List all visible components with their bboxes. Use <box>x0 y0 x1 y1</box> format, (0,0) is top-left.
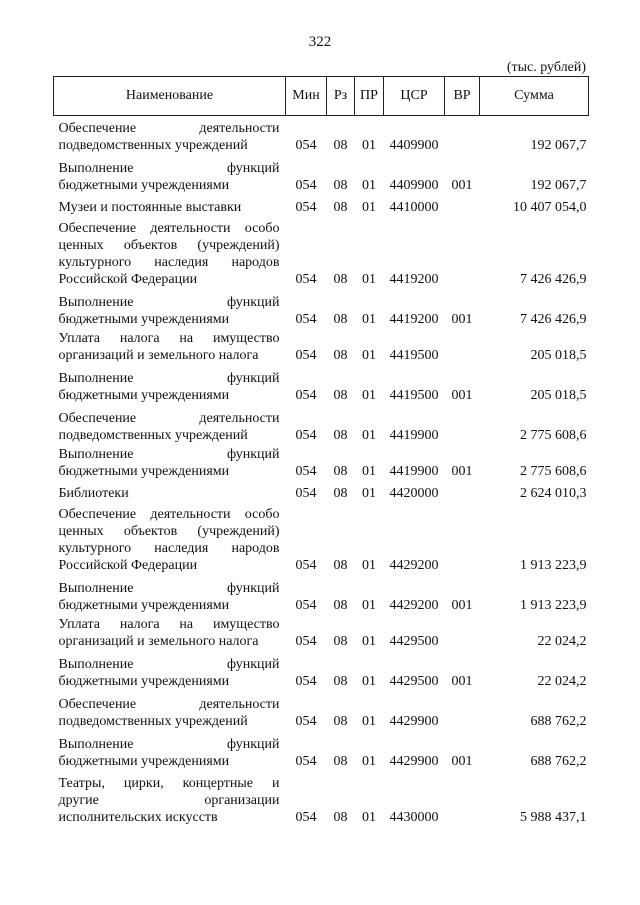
cell-csr: 4419900 <box>389 428 439 443</box>
cell-rz: 08 <box>333 558 348 573</box>
cell-vr <box>445 690 480 730</box>
cell-sum: 688 762,2 <box>530 754 587 769</box>
table-row <box>54 502 589 574</box>
cell-rz: 08 <box>333 674 348 689</box>
cell-csr: 4429500 <box>389 674 439 689</box>
cell-rz: 08 <box>333 754 348 769</box>
cell-pr: 01 <box>362 428 376 443</box>
cell-csr: 4419900 <box>389 464 439 479</box>
cell-pr: 01 <box>362 486 376 501</box>
cell-pr: 01 <box>362 714 376 729</box>
cell-min: 054 <box>295 312 317 327</box>
table-row <box>54 574 589 614</box>
table-row <box>54 404 589 444</box>
cell-vr <box>445 216 480 288</box>
cell-sum: 1 913 223,9 <box>520 558 587 573</box>
cell-csr: 4419500 <box>389 348 439 363</box>
row-name: Уплата налога на имущество организаций и земельного налога <box>58 331 280 363</box>
cell-sum: 2 775 608,6 <box>520 428 587 443</box>
cell-pr: 01 <box>362 312 376 327</box>
cell-csr: 4419200 <box>389 272 439 287</box>
cell-min: 054 <box>295 178 317 193</box>
row-name: Музеи и постоянные выставки <box>58 200 242 215</box>
row-name: Обеспечение деятельности подведомственных учреждений <box>58 697 280 729</box>
cell-sum: 22 024,2 <box>537 634 587 649</box>
row-name: Выполнение функций бюджетными учреждениями <box>58 737 280 769</box>
cell-csr: 4429900 <box>389 754 439 769</box>
header-rz: Рз <box>327 77 355 116</box>
cell-pr: 01 <box>362 348 376 363</box>
cell-rz: 08 <box>333 464 348 479</box>
row-name: Театры, цирки, концертные и другие организации исполнительских искусств <box>58 776 280 825</box>
cell-min: 054 <box>295 558 317 573</box>
cell-pr: 01 <box>362 200 376 215</box>
cell-sum: 1 913 223,9 <box>520 598 587 613</box>
row-name: Выполнение функций бюджетными учреждениями <box>58 161 280 193</box>
cell-csr: 4429500 <box>389 634 439 649</box>
header-pr: ПР <box>355 77 384 116</box>
cell-csr: 4409900 <box>389 178 439 193</box>
cell-sum: 205 018,5 <box>530 388 587 403</box>
cell-vr <box>445 502 480 574</box>
page-number: 322 <box>308 34 332 50</box>
table-row <box>54 364 589 404</box>
row-name: Библиотеки <box>58 486 129 501</box>
cell-sum: 7 426 426,9 <box>520 272 587 287</box>
cell-min: 054 <box>295 200 317 215</box>
table-row <box>54 116 589 155</box>
cell-rz: 08 <box>333 138 348 153</box>
row-name: Обеспечение деятельности подведомственных учреждений <box>58 121 280 153</box>
cell-sum: 5 988 437,1 <box>520 810 587 825</box>
cell-sum: 2 624 010,3 <box>520 486 587 501</box>
cell-csr: 4419500 <box>389 388 439 403</box>
cell-vr: 001 <box>451 598 473 613</box>
table-row <box>54 216 589 288</box>
table-row <box>54 480 589 502</box>
cell-csr: 4410000 <box>389 200 439 215</box>
table-row <box>54 690 589 730</box>
cell-pr: 01 <box>362 178 376 193</box>
table-row <box>54 194 589 216</box>
cell-rz: 08 <box>333 598 348 613</box>
cell-csr: 4409900 <box>389 138 439 153</box>
row-name: Уплата налога на имущество организаций и земельного налога <box>58 617 280 649</box>
cell-rz: 08 <box>333 312 348 327</box>
cell-min: 054 <box>295 674 317 689</box>
cell-vr: 001 <box>451 674 473 689</box>
row-name: Выполнение функций бюджетными учреждениями <box>58 657 280 689</box>
cell-csr: 4430000 <box>389 810 439 825</box>
cell-vr: 001 <box>451 754 473 769</box>
header-sum: Сумма <box>480 77 589 116</box>
header-vr: ВР <box>445 77 480 116</box>
table-row <box>54 770 589 826</box>
cell-vr: 001 <box>451 178 473 193</box>
cell-rz: 08 <box>333 486 348 501</box>
cell-min: 054 <box>295 348 317 363</box>
cell-rz: 08 <box>333 634 348 649</box>
row-name: Выполнение функций бюджетными учреждениями <box>58 295 280 327</box>
cell-csr: 4429900 <box>389 714 439 729</box>
budget-table <box>53 76 589 826</box>
cell-rz: 08 <box>333 714 348 729</box>
cell-pr: 01 <box>362 754 376 769</box>
cell-rz: 08 <box>333 272 348 287</box>
table-row <box>54 328 589 364</box>
cell-vr <box>445 194 480 216</box>
cell-min: 054 <box>295 714 317 729</box>
row-name: Выполнение функций бюджетными учреждениями <box>58 371 280 403</box>
cell-vr <box>445 480 480 502</box>
cell-sum: 688 762,2 <box>530 714 587 729</box>
cell-min: 054 <box>295 464 317 479</box>
cell-pr: 01 <box>362 464 376 479</box>
table-header-row <box>54 77 589 116</box>
table-row <box>54 154 589 194</box>
row-name: Выполнение функций бюджетными учреждениями <box>58 581 280 613</box>
cell-csr: 4429200 <box>389 598 439 613</box>
cell-pr: 01 <box>362 810 376 825</box>
cell-sum: 7 426 426,9 <box>520 312 587 327</box>
cell-min: 054 <box>295 754 317 769</box>
cell-sum: 22 024,2 <box>537 674 587 689</box>
cell-rz: 08 <box>333 200 348 215</box>
cell-vr: 001 <box>451 464 473 479</box>
cell-rz: 08 <box>333 178 348 193</box>
cell-pr: 01 <box>362 272 376 287</box>
cell-sum: 205 018,5 <box>530 348 587 363</box>
cell-csr: 4429200 <box>389 558 439 573</box>
cell-csr: 4420000 <box>389 486 439 501</box>
cell-vr <box>445 404 480 444</box>
cell-sum: 2 775 608,6 <box>520 464 587 479</box>
cell-pr: 01 <box>362 598 376 613</box>
cell-min: 054 <box>295 598 317 613</box>
cell-vr: 001 <box>451 312 473 327</box>
cell-rz: 08 <box>333 428 348 443</box>
cell-pr: 01 <box>362 558 376 573</box>
cell-sum: 192 067,7 <box>530 178 587 193</box>
row-name: Обеспечение деятельности особо ценных объектов (учреждений) культурного наследия народов Российской Федерации <box>58 507 280 573</box>
cell-sum: 10 407 054,0 <box>513 200 587 215</box>
cell-vr <box>445 770 480 826</box>
cell-pr: 01 <box>362 388 376 403</box>
cell-vr <box>445 116 480 155</box>
cell-sum: 192 067,7 <box>530 138 587 153</box>
cell-rz: 08 <box>333 348 348 363</box>
cell-vr: 001 <box>451 388 473 403</box>
row-name: Обеспечение деятельности особо ценных объектов (учреждений) культурного наследия народов Российской Федерации <box>58 221 280 287</box>
row-name: Обеспечение деятельности подведомственных учреждений <box>58 411 280 443</box>
cell-min: 054 <box>295 428 317 443</box>
cell-min: 054 <box>295 388 317 403</box>
cell-vr <box>445 328 480 364</box>
table-row <box>54 288 589 328</box>
cell-rz: 08 <box>333 388 348 403</box>
table-row <box>54 444 589 480</box>
cell-pr: 01 <box>362 138 376 153</box>
cell-min: 054 <box>295 272 317 287</box>
units-label: (тыс. рублей) <box>506 60 586 75</box>
header-name: Наименование <box>54 77 286 116</box>
table-row <box>54 730 589 770</box>
cell-min: 054 <box>295 810 317 825</box>
cell-min: 054 <box>295 138 317 153</box>
table-row <box>54 614 589 650</box>
cell-pr: 01 <box>362 634 376 649</box>
cell-pr: 01 <box>362 674 376 689</box>
cell-min: 054 <box>295 634 317 649</box>
table-row <box>54 650 589 690</box>
cell-min: 054 <box>295 486 317 501</box>
cell-rz: 08 <box>333 810 348 825</box>
cell-csr: 4419200 <box>389 312 439 327</box>
header-min: Мин <box>286 77 327 116</box>
row-name: Выполнение функций бюджетными учреждениями <box>58 447 280 479</box>
cell-vr <box>445 614 480 650</box>
header-csr: ЦСР <box>384 77 445 116</box>
